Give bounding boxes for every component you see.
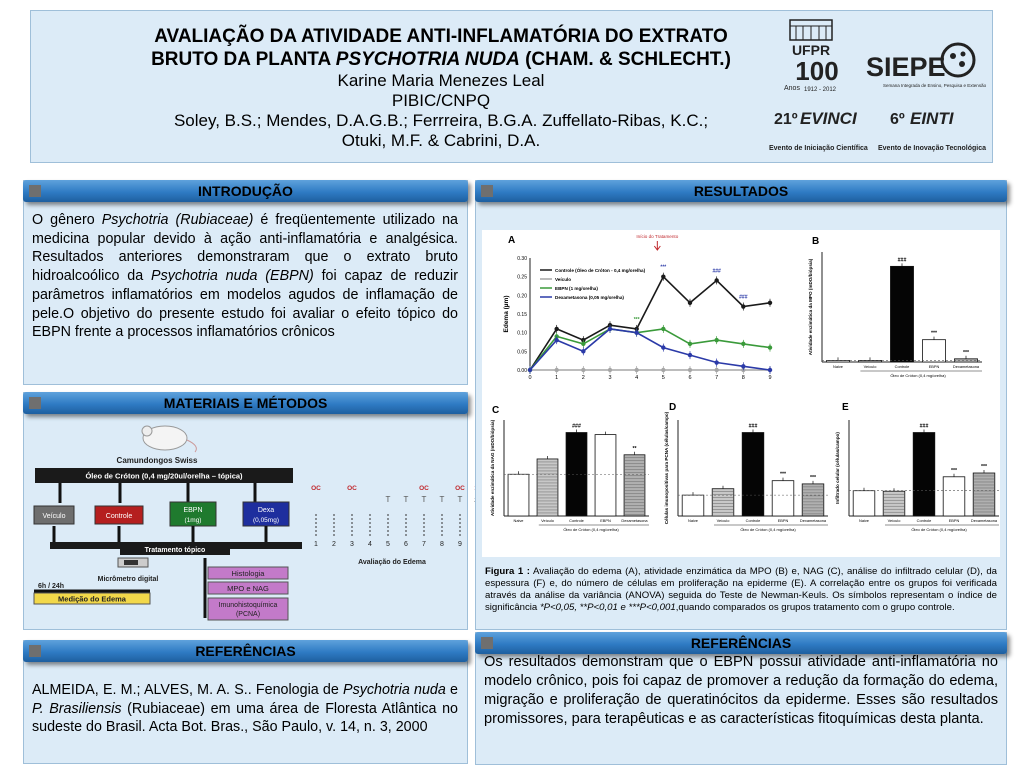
chart-a-xtick: 9: [768, 375, 772, 381]
chart-a-xtick: 8: [741, 375, 745, 381]
chart-a-point: [768, 301, 772, 305]
chart-a-ylabel: Edema (µm): [503, 295, 510, 333]
chart-a-xtick: 5: [661, 375, 665, 381]
chart-a-significance-2: ***: [633, 316, 640, 323]
timeline: [311, 485, 482, 566]
ufpr-years: 1912 - 2012: [803, 87, 837, 93]
chart-a-legend-label-0: Controle (Óleo de Cróton - 0,4 mg/orelha): [555, 268, 646, 273]
chart-a-start-annotation: Início do Tratamento: [636, 234, 679, 239]
caption-label: Figura 1 :: [485, 566, 530, 577]
figure-caption: [485, 566, 997, 614]
references-heading: REFERÊNCIAS: [23, 640, 468, 662]
group-ebpn-label: EBPN: [183, 507, 203, 514]
chart-a-point: [714, 360, 718, 364]
timeline-day-9: 9: [458, 541, 462, 548]
chart-b-ylabel: Atividade enzimática da MPO (mDO/biópsia): [808, 258, 813, 356]
chart-d-category-0: Naive: [688, 518, 698, 523]
group-dexa-label: Dexa: [257, 507, 275, 514]
einti-text: EINTI: [910, 109, 954, 128]
treatment-label: Tratamento tópico: [144, 547, 206, 554]
ufpr-number: 100: [795, 56, 839, 86]
chart-d-bar-3: [772, 481, 794, 516]
title-line-2-a: BRUTO DA PLANTA: [151, 49, 336, 70]
methods-flowchart: [30, 418, 465, 626]
chart-a-point: [581, 342, 585, 346]
chart-c-bar-3: [595, 435, 616, 516]
chart-a-series-line-3: [530, 329, 770, 370]
references-text: [32, 681, 458, 737]
siepe-subtitle: Semana Integrada de Ensino, Pesquisa e Extensão: [883, 83, 987, 88]
chart-a-xtick: 6: [688, 375, 692, 381]
timeline-day-6: 6: [404, 541, 408, 548]
chart-a-point: [608, 327, 612, 331]
chart-d-bar-2: [742, 433, 764, 516]
program-name: PIBIC/CNPQ: [391, 91, 491, 110]
chart-d-bar-0: [682, 495, 704, 516]
chart-a-start-arrow: [654, 241, 660, 250]
chart-a-point: [581, 349, 585, 353]
chart-a-point: [634, 330, 638, 334]
ref-part-2: e: [445, 682, 458, 698]
chart-a-ytick: 0.00: [517, 368, 527, 374]
treatment-marker-4: T: [457, 495, 463, 504]
chart-a-point: [661, 327, 665, 331]
micrometer-icon: [118, 558, 148, 567]
edema-measure-label: Medição do Edema: [58, 594, 126, 604]
chart-a-point: [528, 368, 532, 372]
analysis-mpo-nag-label: MPO e NAG: [227, 584, 269, 593]
chart-c-bar-1: [537, 459, 558, 516]
chart-a-series-line-2: [530, 329, 770, 370]
title-block: [71, 25, 811, 151]
croton-label: Óleo de Cróton (0,4 mg/20ul/orelha – tópica): [85, 471, 243, 481]
evinci-logo: [769, 109, 868, 152]
animal-label: Camundongos Swiss: [116, 456, 198, 465]
title-line-1: AVALIAÇÃO DA ATIVIDADE ANTI-INFLAMATÓRIA DO EXTRATO: [154, 26, 728, 47]
chart-a-significance-0: ***: [660, 264, 667, 271]
chart-a-point: [741, 304, 745, 308]
chart-a-point: [661, 368, 665, 372]
chart-a-xtick: 2: [581, 375, 585, 381]
oc-marker-1: OC: [347, 485, 357, 492]
chart-a-xtick: 0: [528, 375, 532, 381]
chart-a-xtick: 1: [555, 375, 559, 381]
chart-a-point: [608, 368, 612, 372]
chart-d-category-3: EBPN: [777, 518, 789, 523]
chart-b-bar-2: [890, 266, 913, 362]
chart-e-category-3: EBPN: [948, 518, 960, 523]
chart-e-significance-2: ###: [919, 423, 929, 430]
chart-a-ytick: 0.10: [517, 330, 527, 337]
intro-part-2: é freqüentemente utilizado na medicina popular devido à ação anti-inflamatória e analgésica. Resultados anteriores demonstraram que o extrato bruto hidroalcoólico da: [32, 212, 458, 285]
intro-text: [32, 211, 458, 342]
panel-label-a: A: [508, 235, 516, 246]
ufpr-logo: [784, 20, 839, 93]
ref-species-1: Psychotria nuda: [343, 682, 446, 698]
analysis-pcna-label: Imunohistoquímica (PCNA): [218, 602, 278, 618]
timeline-day-3: 3: [350, 541, 354, 548]
einti-logo: [878, 109, 986, 152]
chart-a-xtick: 4: [635, 375, 639, 381]
timeline-day-2: 2: [332, 541, 336, 548]
group-dexa-dose: (0,05mg): [252, 517, 280, 524]
chart-a-point: [688, 301, 692, 305]
chart-a-ytick: 0.25: [517, 274, 527, 281]
caption-text-b: ,quando comparados os grupos tratamento com o grupo controle.: [675, 602, 955, 613]
evinci-text: EVINCI: [800, 109, 857, 128]
ufpr-anos: Anos: [784, 85, 800, 92]
chart-a-point: [554, 338, 558, 342]
evinci-caption: Evento de Iniciação Científica: [769, 145, 868, 152]
chart-a-point: [714, 278, 718, 282]
chart-a-point: [741, 364, 745, 368]
chart-e-ylabel: Infiltrado celular (células/campo): [835, 432, 840, 504]
chart-d-significance-2: ###: [748, 423, 758, 430]
coauthors-line-2: Otuki, M.F. & Cabrini, D.A.: [341, 131, 541, 150]
timeline-day-1: 1: [314, 541, 318, 548]
interval-label: 6h / 24h: [38, 583, 65, 590]
chart-a-legend-label-1: Veículo: [555, 277, 572, 282]
chart-a-point: [768, 345, 772, 349]
chart-e-xlabel: Óleo de Cróton (0,4 mg/orelha): [911, 527, 967, 532]
ref-part-3: (Rubiaceae) em uma área de Floresta Atlântica no sudeste do Brasil. Acta Bot. Bras., São Paulo, v. 14, n. 3, 2000: [32, 700, 458, 736]
chart-d-significance-3: ***: [779, 471, 787, 478]
chart-a-point: [768, 368, 772, 372]
chart-c-category-3: EBPN: [600, 518, 611, 523]
timeline-day-5: 5: [386, 541, 390, 548]
group-controle-label: Controle: [105, 513, 133, 520]
panel-label-e: E: [842, 402, 849, 413]
chart-a-point: [741, 342, 745, 346]
chart-a-point: [688, 353, 692, 357]
oc-marker-3: OC: [455, 485, 465, 492]
chart-b-significance-4: ***: [962, 349, 970, 356]
chart-e-significance-4: ***: [980, 463, 988, 470]
caption-text-a: Avaliação do edema (A), atividade enzimática da MPO (B) e, NAG (C), análise do infiltrado celular (D), da espessura (F) e, do número de células em proliferação na epiderme (E). A correlação entre os grupos foi verificada através da análise da variância (ANOVA) seguida do Teste de Newman-Keuls. Os símbolos representam o índice de significância: [485, 566, 997, 613]
treatment-marker-3: T: [439, 495, 445, 504]
siepe-logo: [866, 44, 987, 88]
chart-e-significance-3: ***: [950, 467, 958, 474]
panel-label-b: B: [812, 236, 820, 247]
chart-a-point: [661, 274, 665, 278]
chart-b-significance-2: ###: [897, 257, 907, 264]
chart-c-significance-2: ###: [572, 423, 581, 430]
chart-a-ytick: 0.20: [517, 293, 527, 300]
oc-marker-2: OC: [419, 485, 429, 492]
chart-e-bar-2: [913, 433, 935, 516]
chart-e-category-0: Naive: [859, 518, 869, 523]
timeline-label: Avaliação do Edema: [358, 559, 426, 566]
figure-area: [482, 230, 1000, 557]
mouse-icon: [142, 426, 196, 452]
chart-e-bar-0: [853, 491, 875, 516]
einti-number: 6º: [890, 111, 905, 128]
treatment-marker-2: T: [421, 495, 427, 504]
chart-a-ytick: 0.05: [517, 349, 527, 356]
chart-d-significance-4: ***: [809, 474, 817, 481]
chart-a-point: [581, 368, 585, 372]
ufpr-text: UFPR: [791, 42, 831, 58]
chart-c-category-4: Dexametasona: [621, 518, 648, 523]
timeline-day-7: 7: [422, 541, 426, 548]
author-name: Karine Maria Menezes Leal: [337, 71, 545, 90]
conclusion-heading: REFERÊNCIAS: [475, 632, 1007, 654]
coauthors-line-1: Soley, B.S.; Mendes, D.A.G.B.; Ferrreira, B.G.A. Zuffellato-Ribas, K.C.;: [173, 111, 709, 130]
siepe-text: SIEPE: [866, 52, 946, 82]
oc-marker-0: OC: [311, 485, 321, 492]
chart-d-bar-1: [712, 489, 734, 516]
chart-c-xlabel: Óleo de Cróton (0,4 mg/orelha): [563, 527, 619, 532]
chart-a-ytick: 0.15: [517, 312, 527, 318]
ref-part-1: ALMEIDA, E. M.; ALVES, M. A. S.. Fenologia de: [32, 682, 344, 698]
analysis-histologia-label: Histologia: [231, 569, 265, 578]
intro-part-1: O gênero: [32, 212, 102, 228]
chart-d-category-2: Controle: [745, 518, 761, 523]
chart-e-category-1: Veículo: [887, 518, 901, 523]
einti-caption: Evento de Inovação Tecnológica: [878, 145, 987, 152]
chart-b-category-0: Naive: [833, 364, 843, 369]
chart-d-category-4: Dexametasona: [799, 518, 827, 523]
chart-a-xtick: 3: [608, 375, 612, 381]
title-species: PSYCHOTRIA NUDA: [335, 49, 520, 70]
intro-heading: INTRODUÇÃO: [23, 180, 468, 202]
intro-part-3: foi capaz de reduzir parâmetros inflamatórios em modelos agudos de inflamação de pele.O objetivo do presente estudo foi avaliar o efeito tópico do EBPN frente a processos inflamatórios crônicos: [32, 268, 458, 341]
micrometer-label: Micrômetro digital: [97, 576, 159, 583]
chart-e-bar-3: [943, 477, 965, 516]
chart-d-bar-4: [802, 484, 824, 516]
intro-species: Psychotria nuda (EBPN): [151, 268, 314, 285]
methods-heading: MATERIAIS E MÉTODOS: [23, 392, 468, 414]
chart-e-bar-4: [973, 473, 995, 516]
chart-b-category-2: Controle: [894, 364, 910, 369]
evinci-number: 21º: [774, 111, 798, 128]
chart-a-point: [554, 368, 558, 372]
chart-c-bar-0: [508, 474, 529, 516]
intro-genus: Psychotria (Rubiaceae): [101, 212, 254, 228]
chart-b-category-3: EBPN: [928, 364, 940, 369]
treatment-marker-0: T: [385, 495, 391, 504]
chart-a-point: [661, 345, 665, 349]
chart-a-point: [688, 342, 692, 346]
chart-b-significance-3: ***: [930, 330, 938, 337]
results-heading: RESULTADOS: [475, 180, 1007, 202]
chart-c-category-0: Naive: [513, 518, 524, 523]
treatment-marker-1: T: [403, 495, 409, 504]
timeline-day-8: 8: [440, 541, 444, 548]
chart-c-significance-4: **: [632, 445, 637, 452]
panel-label-c: C: [492, 405, 500, 416]
title-line-2: [71, 48, 811, 71]
chart-e-category-4: Dexametasona: [970, 518, 998, 523]
chart-a-ytick: 0.30: [517, 256, 527, 262]
chart-b-category-4: Dexametasona: [952, 364, 980, 369]
panel-label-d: D: [669, 402, 677, 413]
chart-b-category-1: Veículo: [863, 364, 877, 369]
chart-a-legend-label-3: Dexametasona (0,05 mg/orelha): [555, 295, 624, 300]
chart-c-category-2: Controle: [569, 518, 584, 523]
group-ebpn-dose: (1mg): [184, 517, 202, 524]
chart-a-point: [688, 368, 692, 372]
timeline-day-4: 4: [368, 541, 372, 548]
chart-a-point: [714, 368, 718, 372]
chart-a-legend-label-2: EBPN (1 mg/orelha): [555, 286, 598, 291]
chart-b-xlabel: Óleo de Cróton (0,4 mg/orelha): [890, 373, 946, 378]
chart-a-xtick: 7: [715, 375, 719, 381]
chart-a-point: [554, 327, 558, 331]
chart-e-category-2: Controle: [916, 518, 932, 523]
logo-graphics: [770, 18, 992, 158]
chart-d-ylabel: Células imunopositivas para PCNA (células/campo): [664, 411, 669, 525]
chart-a-point: [634, 368, 638, 372]
chart-c-ylabel: Atividade enzimática da NAG (mDO/biópsia): [490, 419, 495, 517]
chart-a-significance-1: ###: [712, 268, 721, 275]
chart-d-category-1: Veículo: [716, 518, 730, 523]
chart-d-xlabel: Óleo de Cróton (0,4 mg/orelha): [740, 527, 796, 532]
title-line-2-c: (CHAM. & SCHLECHT.): [519, 49, 731, 70]
conclusion-text: Os resultados demonstram que o EBPN possui atividade anti-inflamatória no modelo crônico, pois foi capaz de promover a redução da formação do edema, migração e proliferação de queratinócitos da epiderme. Esses são resultados promissores, para terapêuticas e as características fitoquímicas desta planta.: [484, 654, 998, 727]
group-veiculo-label: Veículo: [42, 513, 66, 520]
chart-a-point: [714, 338, 718, 342]
ref-species-2: P. Brasiliensis: [32, 700, 122, 717]
chart-a-significance-3: ###: [739, 294, 748, 301]
chart-c-category-1: Veículo: [541, 518, 554, 523]
caption-significance: *P<0,05, **P<0,01 e ***P<0,001: [539, 602, 676, 613]
logos-area: [770, 18, 992, 158]
figure-charts: [482, 230, 1000, 557]
chart-b-bar-3: [922, 340, 945, 362]
methods-diagram: [30, 418, 465, 626]
